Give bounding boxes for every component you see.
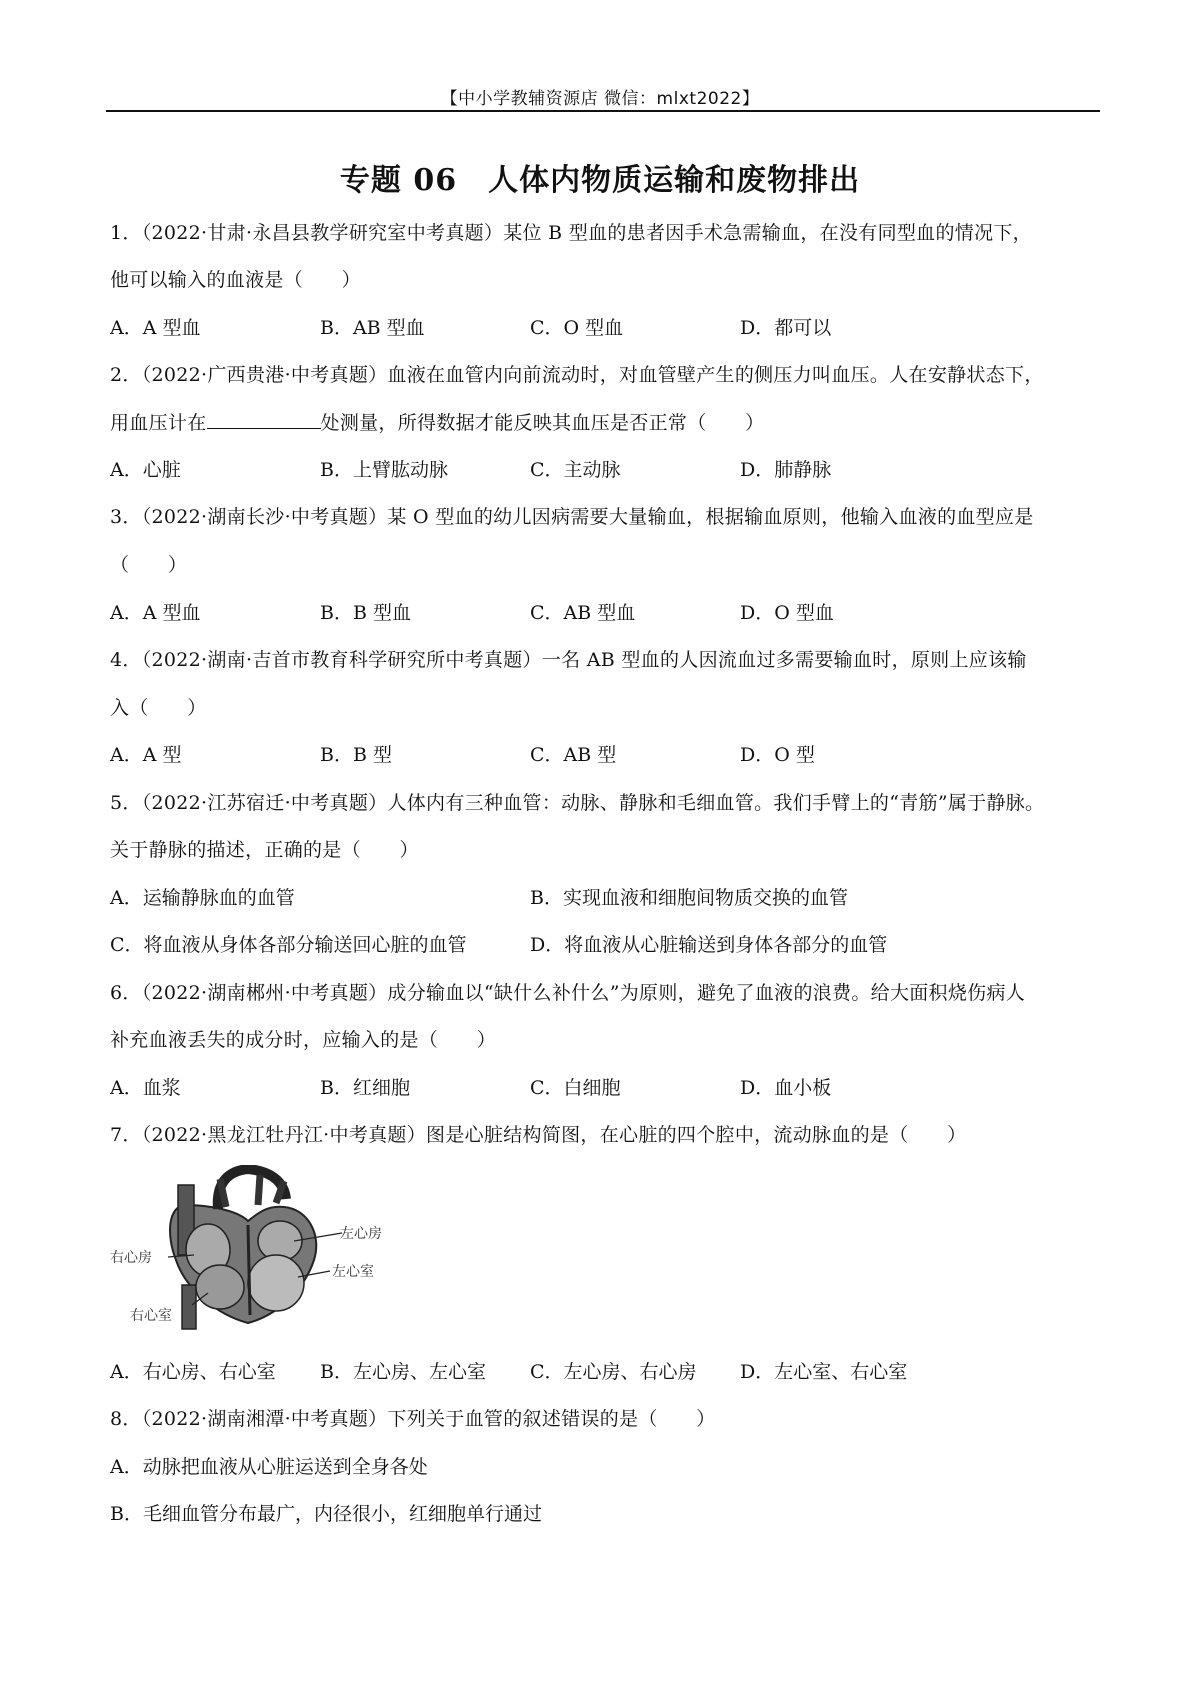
q6-option-a: A．血浆: [110, 1077, 181, 1099]
q3-stem-line-2: （ ）: [110, 554, 188, 576]
q7-option-d: D．左心室、右心室: [740, 1361, 908, 1383]
q6-stem-line-2: 补充血液丢失的成分时，应输入的是（ ）: [110, 1029, 497, 1051]
q6-stem-line-1: 6．（2022·湖南郴州·中考真题）成分输血以“缺什么补什么”为原则，避免了血液的浪费。给大面积烧伤病人: [110, 982, 1026, 1004]
q5-option-a: A．运输静脉血的血管: [110, 887, 295, 909]
fill-in-blank: [207, 410, 321, 429]
page-title: 专题 06 人体内物质运输和废物排出: [339, 163, 861, 198]
q2-stem-line-1: 2．（2022·广西贵港·中考真题）血液在血管内向前流动时，对血管壁产生的侧压力叫血压。人在安静状态下，: [110, 364, 1044, 386]
q3-option-d: D．O 型血: [740, 602, 834, 624]
q3-option-b: B．B 型血: [320, 602, 411, 624]
q5-stem-line-1: 5．（2022·江苏宿迁·中考真题）人体内有三种血管：动脉、静脉和毛细血管。我们手臂上的“青筋”属于静脉。: [110, 792, 1045, 814]
heart-diagram: [108, 1165, 398, 1335]
q2-stem-line-2: [110, 408, 764, 435]
label-right-ventricle: 右心室: [130, 1308, 172, 1324]
q7-option-b: B．左心房、左心室: [320, 1361, 486, 1383]
label-right-atrium: 右心房: [110, 1250, 152, 1266]
q4-option-b: B．B 型: [320, 744, 392, 766]
q6-option-c: C．白细胞: [530, 1077, 621, 1099]
q1-option-d: D．都可以: [740, 317, 832, 339]
q7-option-a: A．右心房、右心室: [110, 1361, 276, 1383]
q2-stem-part-2: 处测量，所得数据才能反映其血压是否正常（ ）: [320, 412, 765, 434]
q3-stem-line-1: 3．（2022·湖南长沙·中考真题）某 O 型血的幼儿因病需要大量输血，根据输血原则，他输入血液的血型应是: [110, 506, 1034, 528]
q5-stem-line-2: 关于静脉的描述，正确的是（ ）: [110, 839, 419, 861]
q4-option-c: C．AB 型: [530, 744, 617, 766]
q8-stem-line-1: 8．（2022·湖南湘潭·中考真题）下列关于血管的叙述错误的是（ ）: [110, 1408, 716, 1430]
q6-option-b: B．红细胞: [320, 1077, 410, 1099]
q4-stem-line-2: 入（ ）: [110, 697, 207, 719]
q5-option-c: C．将血液从身体各部分输送回心脏的血管: [110, 934, 467, 956]
q6-option-d: D．血小板: [740, 1077, 832, 1099]
q7-stem-line-1: 7．（2022·黑龙江牡丹江·中考真题）图是心脏结构简图，在心脏的四个腔中，流动脉血的是（ ）: [110, 1124, 967, 1146]
q7-option-c: C．左心房、右心房: [530, 1361, 697, 1383]
q1-stem-line-2: 他可以输入的血液是（ ）: [110, 269, 361, 291]
q8-option-b: B．毛细血管分布最广，内径很小，红细胞单行通过: [110, 1503, 542, 1525]
q1-option-c: C．O 型血: [530, 317, 624, 339]
q1-option-b: B．AB 型血: [320, 317, 425, 339]
q8-option-a: A．动脉把血液从心脏运送到全身各处: [110, 1456, 428, 1478]
q4-stem-line-1: 4．（2022·湖南·吉首市教育科学研究所中考真题）一名 AB 型血的人因流血过多需要输血时，原则上应该输: [110, 649, 1027, 671]
q5-option-d: D．将血液从心脏输送到身体各部分的血管: [530, 934, 888, 956]
label-left-atrium: 左心房: [340, 1226, 382, 1242]
q1-option-a: A．A 型血: [110, 317, 201, 339]
q3-option-c: C．AB 型血: [530, 602, 636, 624]
q3-option-a: A．A 型血: [110, 602, 201, 624]
q4-option-d: D．O 型: [740, 744, 815, 766]
q1-stem-line-1: 1．（2022·甘肃·永昌县教学研究室中考真题）某位 B 型血的患者因手术急需输血，在没有同型血的情况下，: [110, 222, 1032, 244]
q2-option-d: D．肺静脉: [740, 459, 832, 481]
page-header: 【中小学教辅资源店 微信：mlxt2022】: [440, 89, 760, 109]
label-left-ventricle: 左心室: [332, 1264, 374, 1280]
q4-option-a: A．A 型: [110, 744, 182, 766]
q2-option-c: C．主动脉: [530, 459, 621, 481]
q2-option-a: A．心脏: [110, 459, 181, 481]
q5-option-b: B．实现血液和细胞间物质交换的血管: [530, 887, 848, 909]
header-divider: [106, 110, 1100, 112]
q2-option-b: B．上臂肱动脉: [320, 459, 448, 481]
q2-stem-part-1: 用血压计在: [110, 412, 207, 434]
